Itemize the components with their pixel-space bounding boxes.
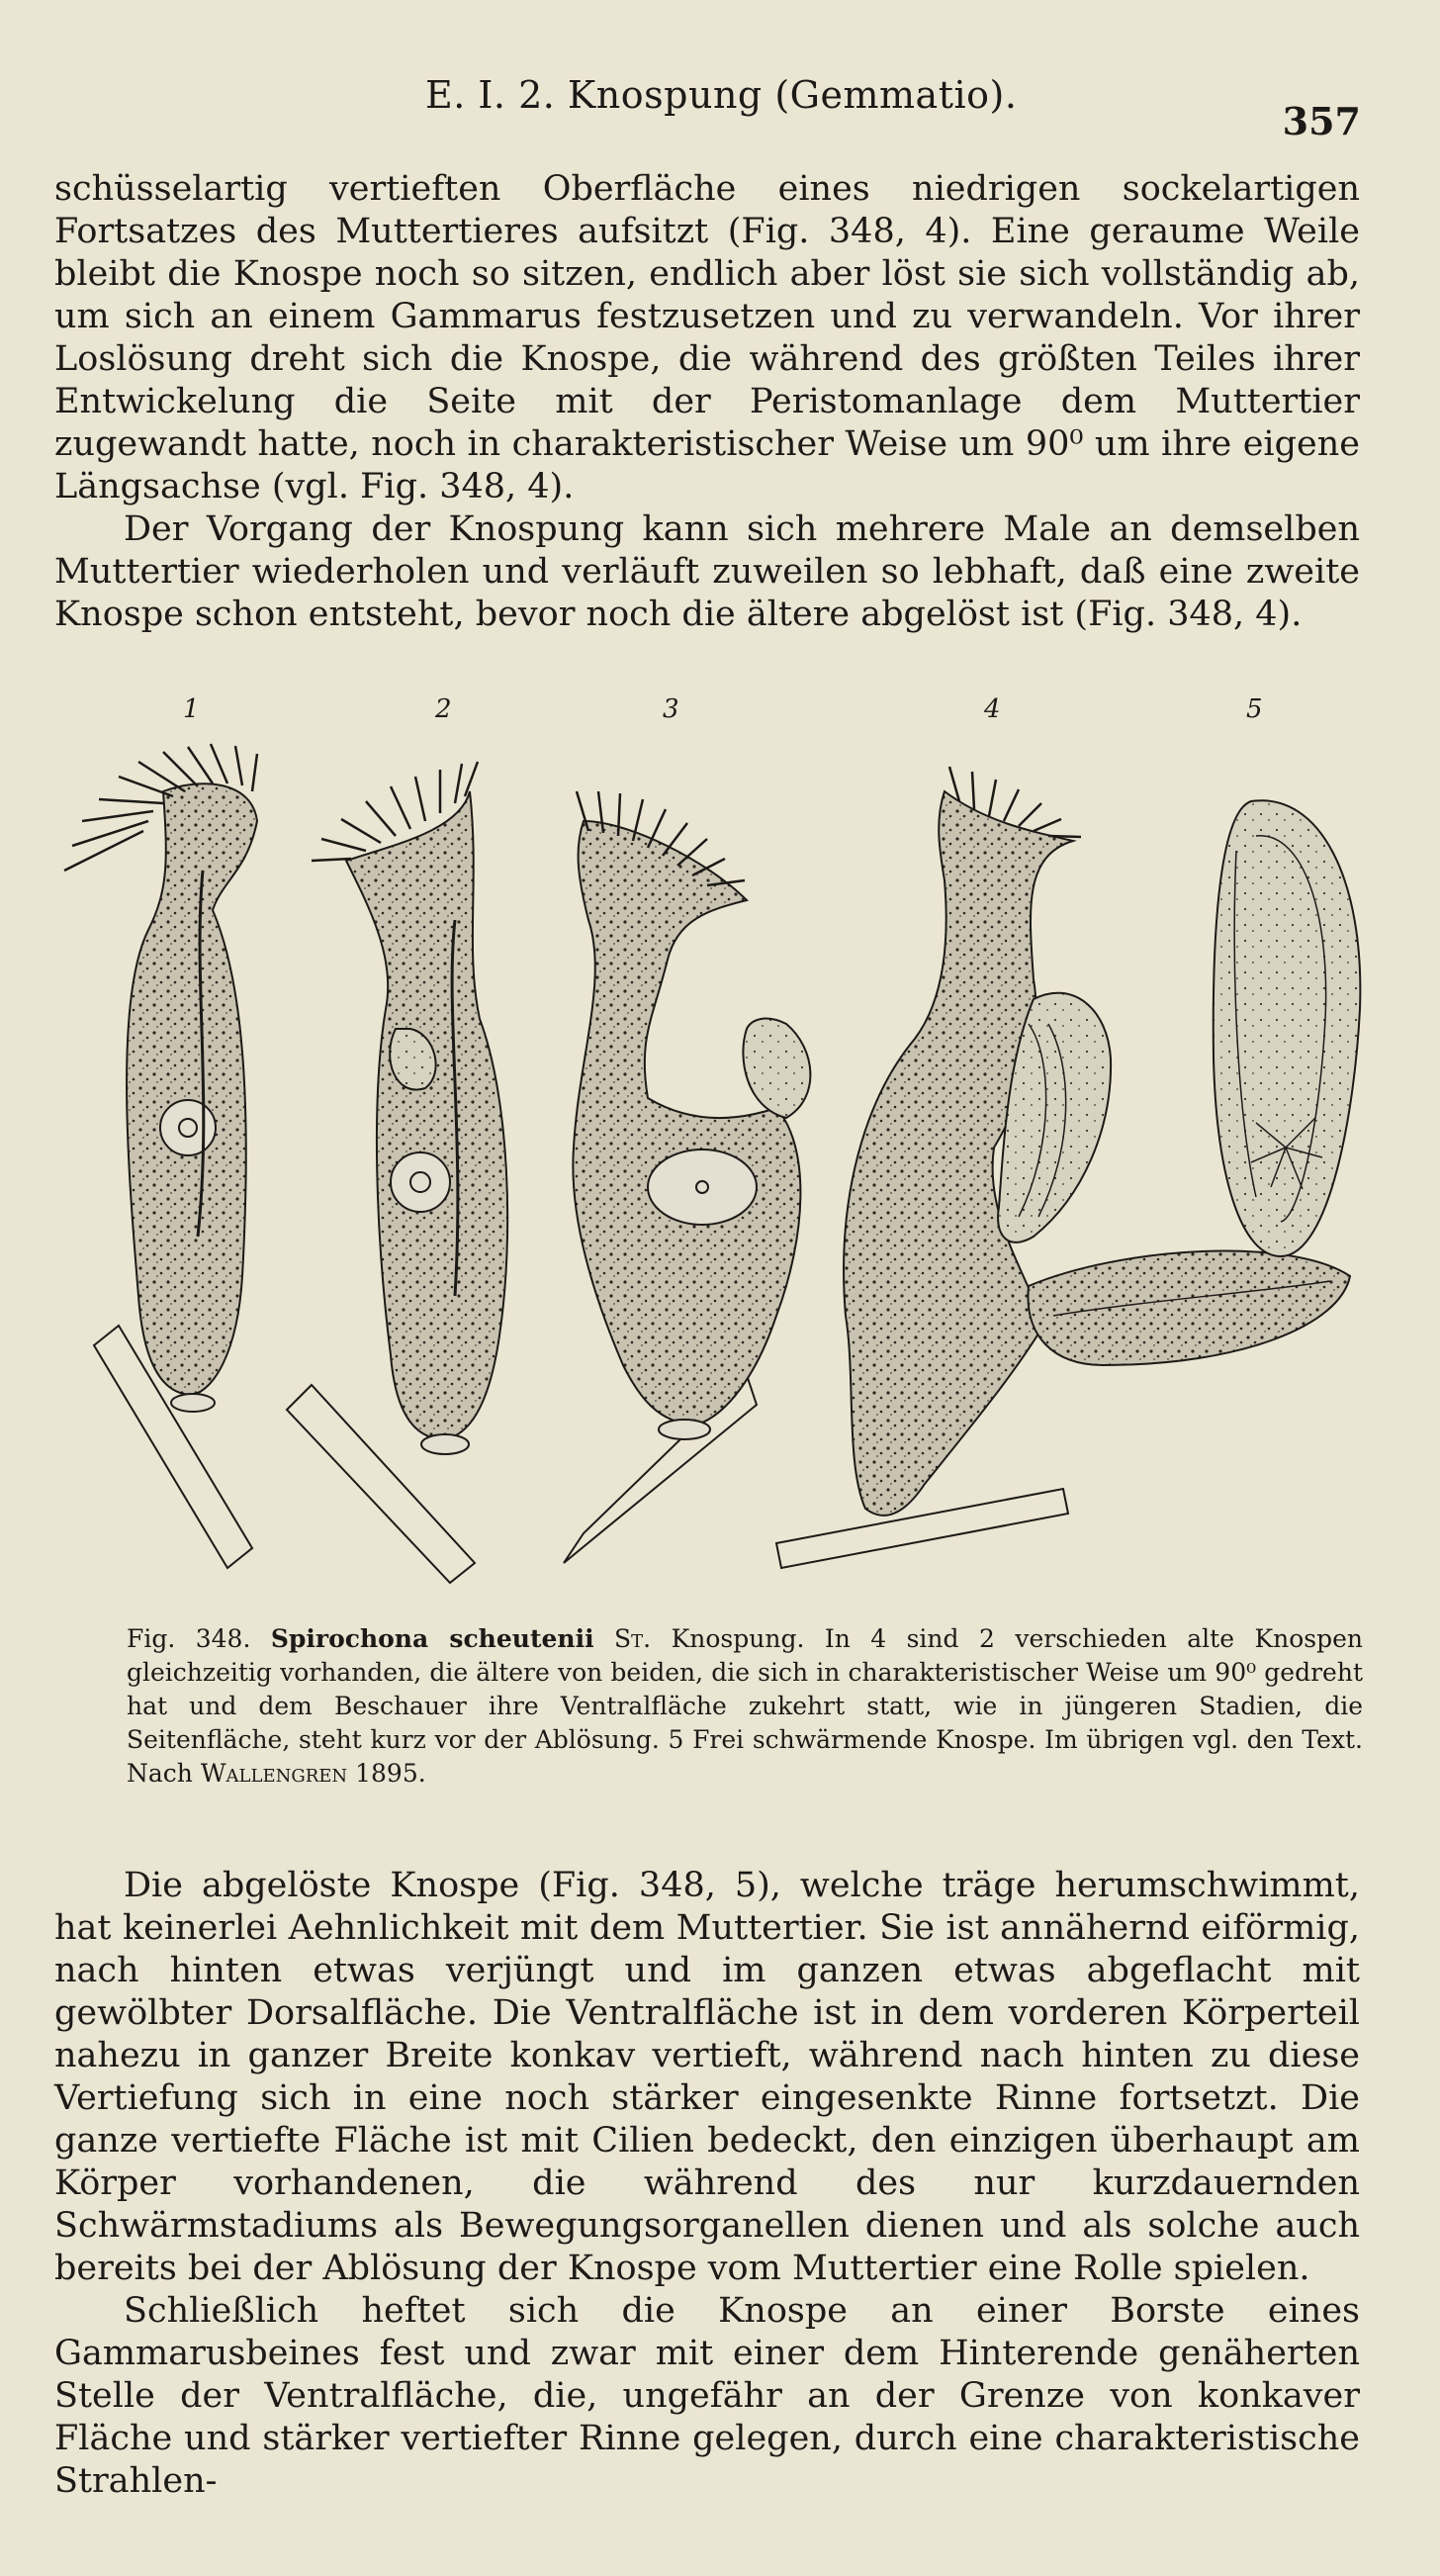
panel-1-drawing [64, 744, 257, 1568]
caption-source-author: Wallengren [200, 1759, 348, 1788]
panel-label-3: 3 [663, 694, 679, 724]
panel-label-2: 2 [435, 694, 452, 724]
caption-fig-number: Fig. 348. [127, 1624, 251, 1653]
caption-year: 1895. [355, 1759, 426, 1788]
panel-3-drawing [564, 791, 810, 1563]
running-title: E. I. 2. Knospung (Gemmatio). [425, 73, 1018, 117]
panel-label-1: 1 [183, 694, 200, 724]
panel-label-4: 4 [984, 694, 1001, 724]
figure-caption [127, 1622, 1363, 1791]
page-header [0, 61, 1440, 143]
caption-text: Knospung. In 4 sind 2 verschieden alte Knospen gleichzeitig vorhanden, die ältere von beiden, die sich in charakteristischer Weise um 90⁰ gedreht hat und dem Beschauer ihre Ventralfläche zukehrt statt, wie in jüngeren Stadien, die Seitenfläche, steht kurz vor der Ablösung. 5 Frei schwärmende Knospe. Im übrigen vgl. den Text. Nach [127, 1624, 1364, 1788]
caption-species: Spirochona scheutenii [270, 1624, 594, 1653]
paragraph-1: schüsselartig vertieften Oberfläche eines niedrigen sockelartigen Fortsatzes des Muttertieres aufsitzt (Fig. 348, 4). Eine geraume Weile bleibt die Knospe noch so sitzen, endlich aber löst sie sich vollständig ab, um sich an einem Gammarus festzusetzen und zu verwandeln. Vor ihrer Loslösung dreht sich die Knospe, die während des größten Teiles ihrer Entwickelung die Seite mit der Peristomanlage dem Muttertier zugewandt hatte, noch in charakteristischer Weise um 90⁰ um ihre eigene Längsachse (vgl. Fig. 348, 4). [54, 169, 1360, 506]
panel-label-5: 5 [1246, 694, 1263, 724]
bottom-text-block [54, 1865, 1360, 2503]
page-number: 357 [1282, 99, 1361, 143]
top-text-block [54, 168, 1360, 636]
caption-species-author: St. [614, 1624, 652, 1653]
paragraph-4: Schließlich heftet sich die Knospe an einer Borste eines Gammarusbeines fest und zwar mit einer dem Hinterende genäherten Stelle der Ventralfläche, die, ungefähr an der Grenze von konkaver Fläche und stärker vertiefter Rinne gelegen, durch eine charakteristische Strahlen- [54, 2291, 1360, 2501]
panel-5-drawing [1214, 800, 1361, 1256]
figure-drawing [54, 683, 1370, 1612]
paragraph-3: Die abgelöste Knospe (Fig. 348, 5), welche träge herumschwimmt, hat keinerlei Aehnlichkeit mit dem Muttertier. Sie ist annähernd eiförmig, nach hinten etwas verjüngt und im ganzen etwas abgeflacht mit gewölbter Dorsalfläche. Die Ventralfläche ist in dem vorderen Körperteil nahezu in ganzer Breite konkav vertieft, während nach hinten zu diese Vertiefung sich in eine noch stärker eingesenkte Rinne fortsetzt. Die ganze vertiefte Fläche ist mit Cilien bedeckt, den einzigen überhaupt am Körper vorhandenen, die während des nur kurzdauernden Schwärmstadiums als Bewegungsorganellen dienen und als solche auch bereits bei der Ablösung der Knospe vom Muttertier eine Rolle spielen. [54, 1866, 1360, 2288]
paragraph-2: Der Vorgang der Knospung kann sich mehrere Male an demselben Muttertier wiederholen und verläuft zuweilen so lebhaft, daß eine zweite Knospe schon entsteht, bevor noch die ältere abgelöst ist (Fig. 348, 4). [54, 509, 1360, 634]
panel-2-drawing [287, 762, 507, 1583]
figure-348 [54, 683, 1370, 1612]
